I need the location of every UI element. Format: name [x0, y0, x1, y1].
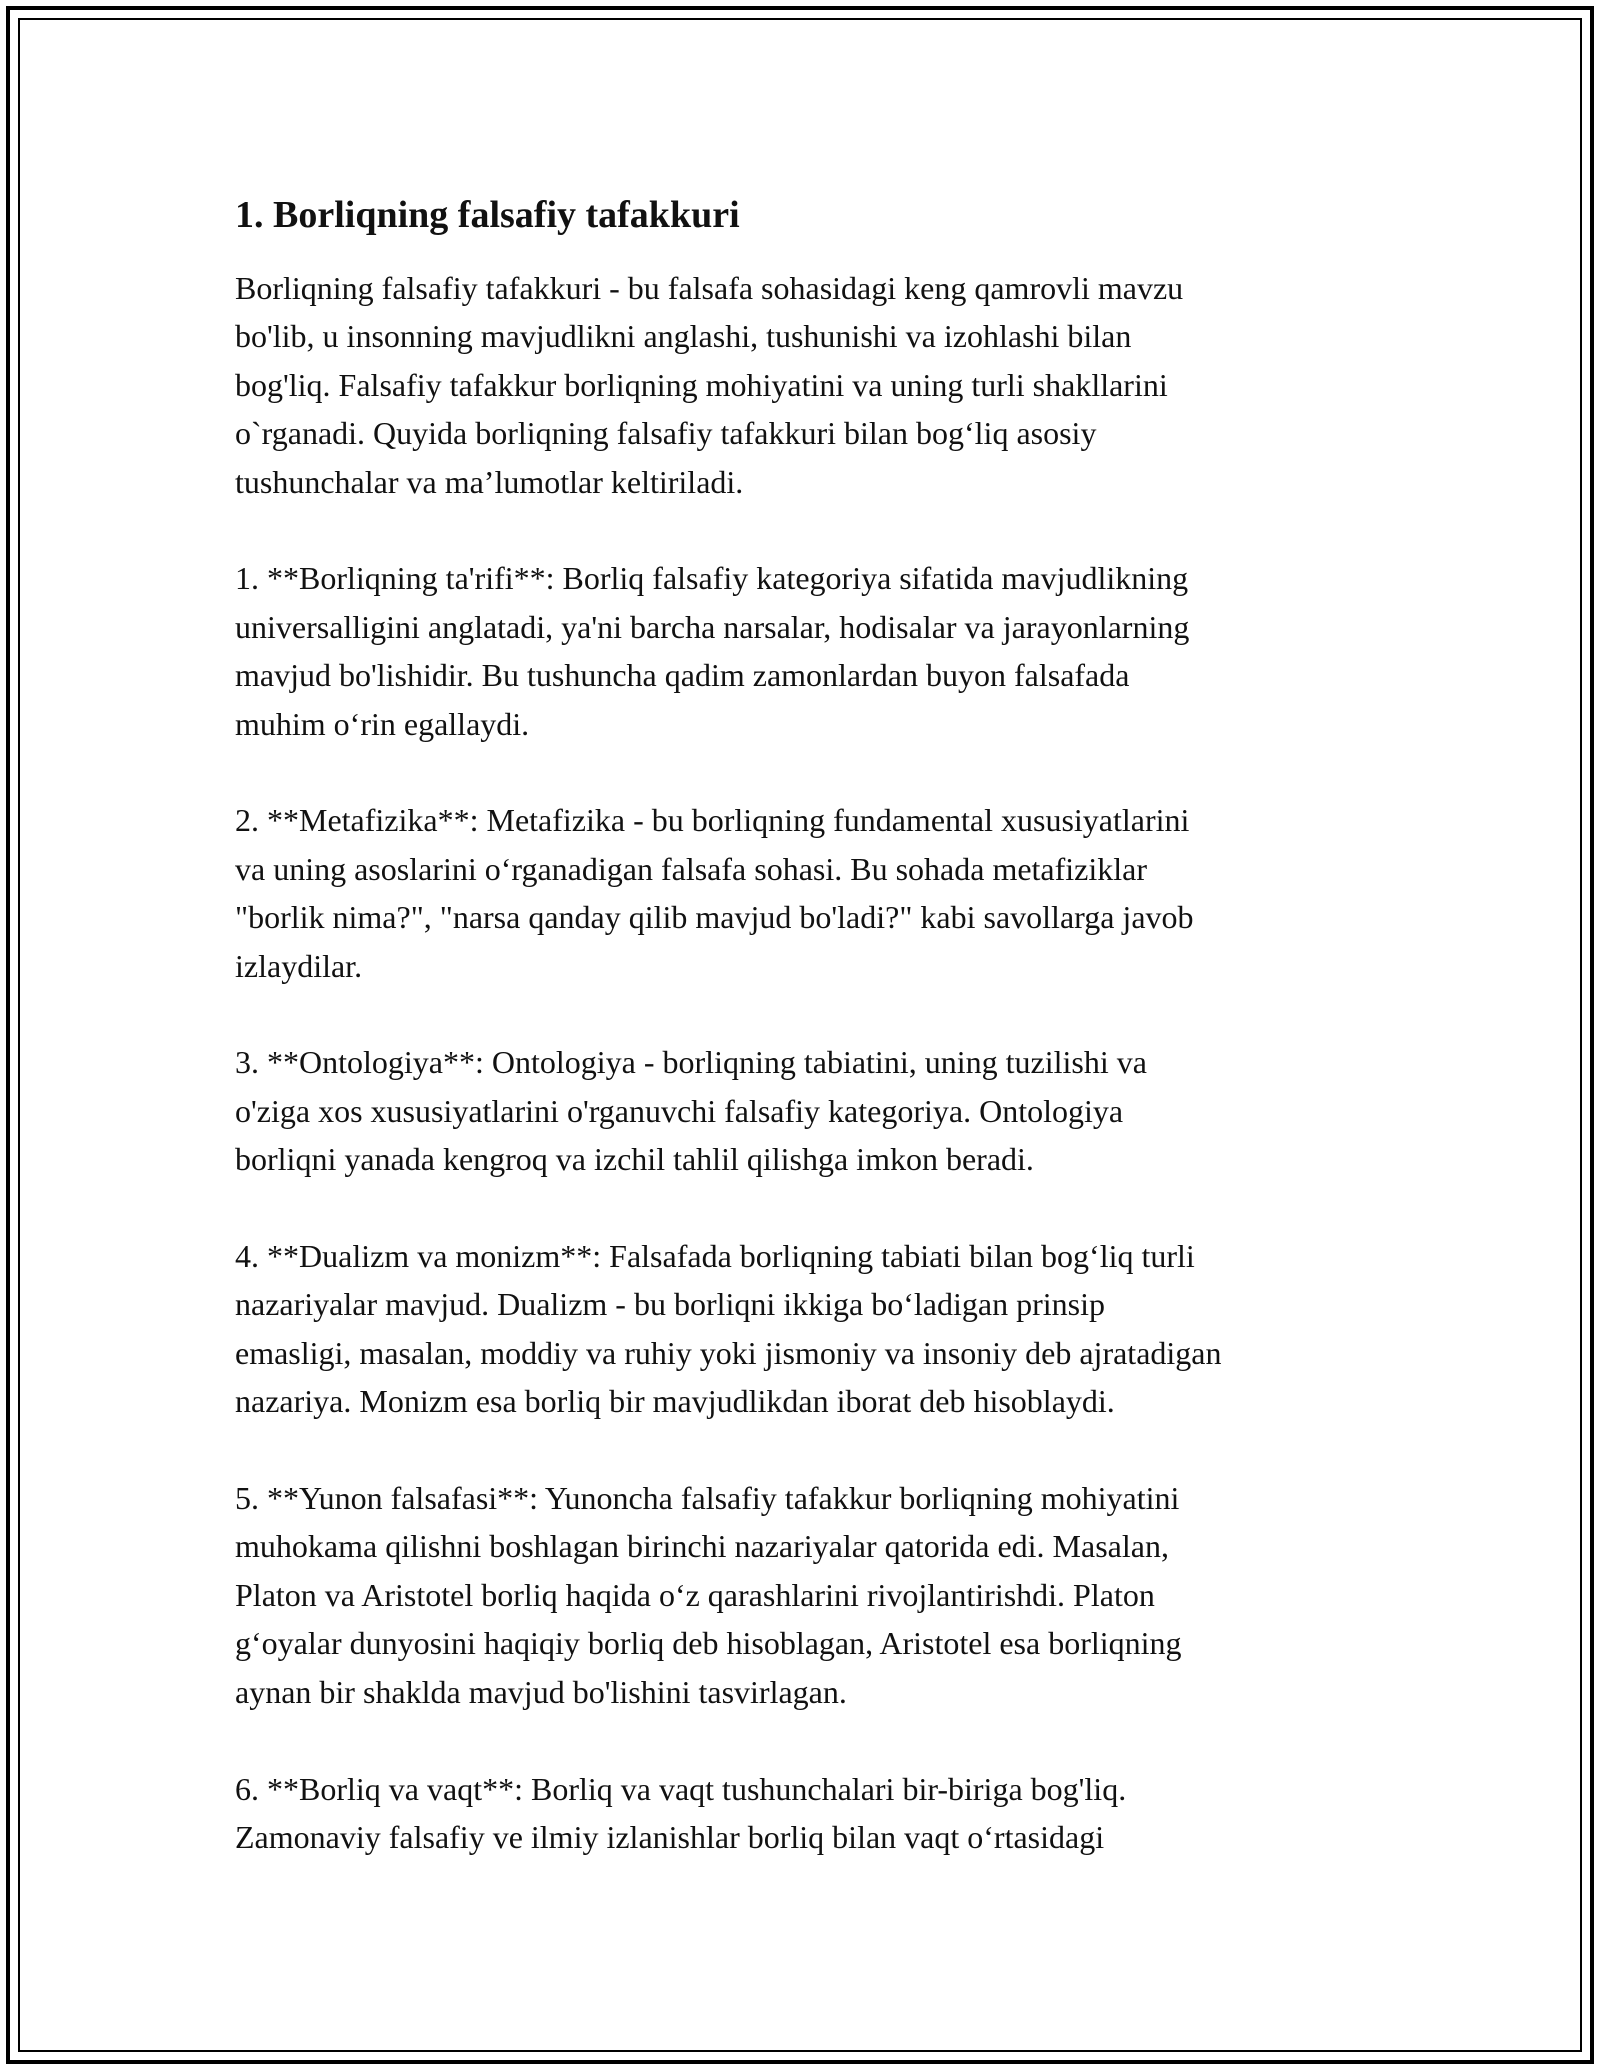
paragraph-line: o`rganadi. Quyida borliqning falsafiy tafakkuri bilan bog‘liq asosiy: [235, 415, 1097, 452]
paragraph-line: 2. **Metafizika**: Metafizika - bu borliqning fundamental xususiyatlarini: [235, 802, 1190, 839]
paragraph-line: Zamonaviy falsafiy ve ilmiy izlanishlar borliq bilan vaqt o‘rtasidagi: [235, 1818, 1105, 1855]
paragraph-line: bo'lib, u insonning mavjudlikni anglashi, tushunishi va izohlashi bilan: [235, 318, 1132, 355]
paragraph-line: 3. **Ontologiya**: Ontologiya - borliqning tabiatini, uning tuzilishi va: [235, 1044, 1147, 1081]
item-yunon-falsafasi: [235, 1474, 1385, 1716]
paragraph-line: aynan bir shaklda mavjud bo'lishini tasvirlagan.: [235, 1673, 847, 1710]
paragraph-line: "borlik nima?", "narsa qanday qilib mavjud bo'ladi?" kabi savollarga javob: [235, 899, 1194, 936]
paragraph-line: Platon va Aristotel borliq haqida o‘z qarashlarini rivojlantirishdi. Platon: [235, 1576, 1155, 1613]
paragraph-line: borliqni yanada kengroq va izchil tahlil qilishga imkon beradi.: [235, 1141, 1034, 1178]
paragraph-line: va uning asoslarini o‘rganadigan falsafa sohasi. Bu sohada metafiziklar: [235, 850, 1148, 887]
paragraph-line: Borliqning falsafiy tafakkuri - bu falsafa sohasidagi keng qamrovli mavzu: [235, 270, 1184, 306]
item-dualizm-monizm: [235, 1232, 1385, 1426]
paragraph-line: 6. **Borliq va vaqt**: Borliq va vaqt tushunchalari bir-biriga bog'liq.: [235, 1770, 1127, 1807]
document-body: [235, 186, 1385, 1910]
item-metafizika: [235, 796, 1385, 990]
paragraph-line: emasligi, masalan, moddiy va ruhiy yoki jismoniy va insoniy deb ajratadigan: [235, 1334, 1222, 1371]
document-title: 1. Borliqning falsafiy tafakkuri: [235, 194, 740, 236]
paragraph-line: 1. **Borliqning ta'rifi**: Borliq falsafiy kategoriya sifatida mavjudlikning: [235, 560, 1189, 597]
paragraph-line: bog'liq. Falsafiy tafakkur borliqning mohiyatini va uning turli shakllarini: [235, 366, 1168, 403]
paragraph-line: izlaydilar.: [235, 947, 363, 984]
paragraph-line: tushunchalar va ma’lumotlar keltiriladi.: [235, 463, 744, 500]
item-borliq-vaqt: [235, 1765, 1385, 1862]
paragraph-line: g‘oyalar dunyosini haqiqiy borliq deb hisoblagan, Aristotel esa borliqning: [235, 1625, 1182, 1662]
paragraph-line: 4. **Dualizm va monizm**: Falsafada borliqning tabiati bilan bog‘liq turli: [235, 1238, 1195, 1275]
item-borliq-tarifi: [235, 554, 1385, 748]
item-ontologiya: [235, 1038, 1385, 1183]
paragraph-line: muhokama qilishni boshlagan birinchi nazariyalar qatorida edi. Masalan,: [235, 1528, 1169, 1565]
paragraph-line: muhim o‘rin egallaydi.: [235, 705, 530, 742]
paragraph-line: nazariya. Monizm esa borliq bir mavjudlikdan iborat deb hisoblaydi.: [235, 1383, 1115, 1420]
paragraph-line: mavjud bo'lishidir. Bu tushuncha qadim zamonlardan buyon falsafada: [235, 657, 1130, 694]
paragraph-line: 5. **Yunon falsafasi**: Yunoncha falsafiy tafakkur borliqning mohiyatini: [235, 1480, 1180, 1517]
paragraph-line: universalligini anglatadi, ya'ni barcha narsalar, hodisalar va jarayonlarning: [235, 608, 1190, 645]
intro-paragraph: [235, 264, 1385, 506]
paragraph-line: o'ziga xos xususiyatlarini o'rganuvchi falsafiy kategoriya. Ontologiya: [235, 1092, 1124, 1129]
paragraph-line: nazariyalar mavjud. Dualizm - bu borliqni ikkiga bo‘ladigan prinsip: [235, 1286, 1105, 1323]
